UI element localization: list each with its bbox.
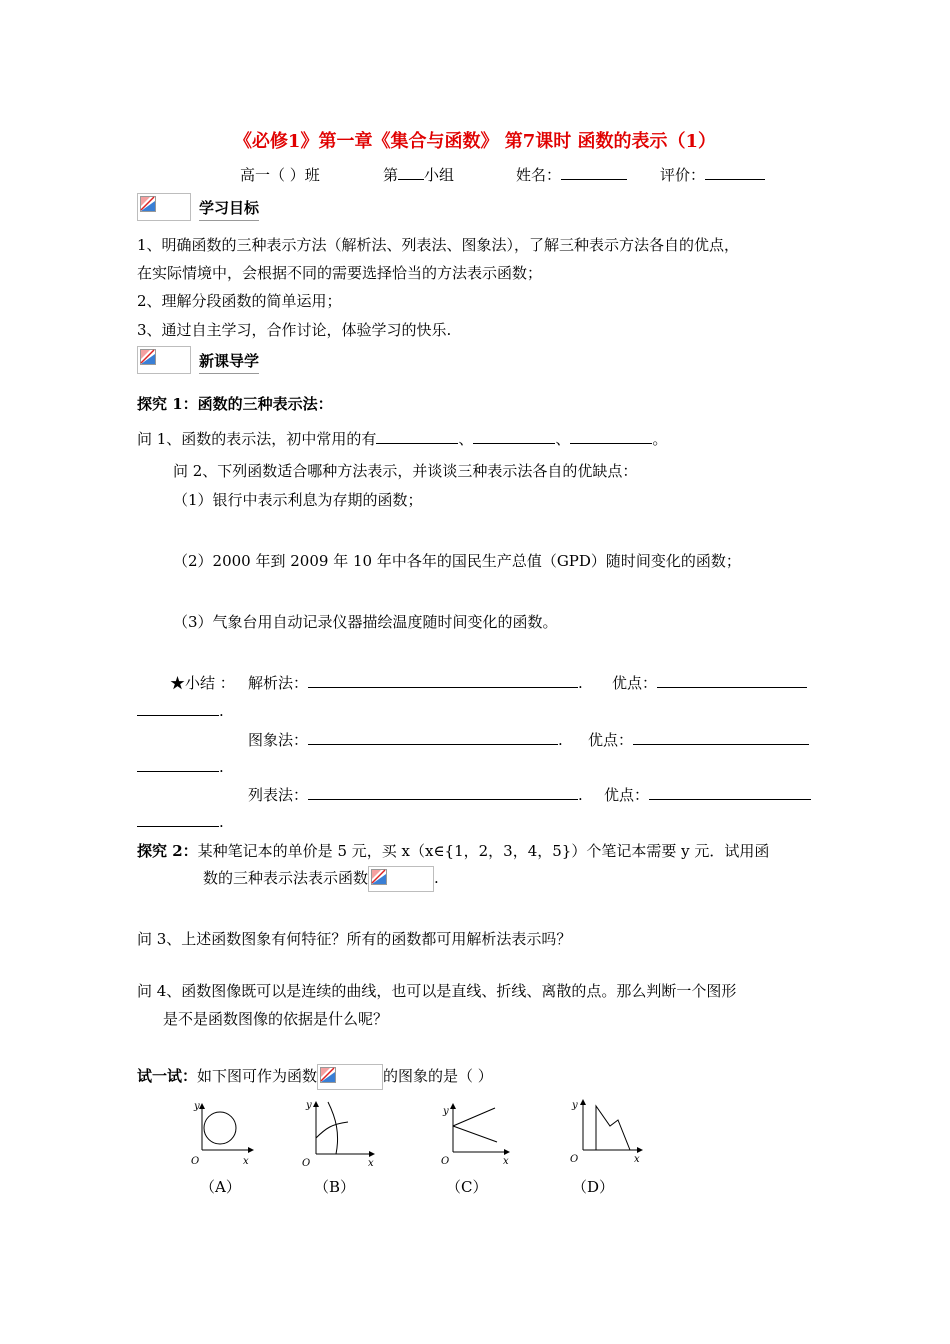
explore2-line-2: [203, 866, 439, 892]
ray-upper: [453, 1108, 495, 1126]
summary-blank[interactable]: [137, 812, 219, 827]
y-label: y: [572, 1100, 578, 1111]
x-label: x: [634, 1154, 640, 1165]
q1-text: 问 1、函数的表示法，初中常用的有: [137, 430, 377, 448]
try-line: [137, 1064, 493, 1090]
period: .: [219, 813, 224, 831]
summary-adv-table: [604, 784, 811, 805]
period: .: [219, 702, 224, 720]
try-text: 如下图可作为函数: [197, 1067, 318, 1085]
section-heading-guide: [137, 346, 259, 374]
group-suffix: 小组: [424, 166, 455, 184]
image-placeholder: [137, 346, 191, 374]
class-label: 高一（ ）班: [240, 166, 320, 184]
x-label: x: [243, 1156, 249, 1167]
rating-label-text: 评价：: [660, 166, 706, 184]
origin-label: O: [570, 1154, 579, 1165]
rating-label: [660, 164, 765, 185]
try-label: 试一试：: [137, 1067, 198, 1085]
page-title: 《必修1》第一章《集合与函数》 第7课时 函数的表示（1）: [233, 131, 717, 152]
summary-adv-analytic: [612, 672, 807, 693]
broken-image-icon: [140, 349, 156, 365]
summary-blank[interactable]: [657, 673, 807, 688]
q2-item-3: （3）气象台用自动记录仪器描绘温度随时间变化的函数。: [173, 613, 558, 631]
summary-row-graph: [248, 729, 563, 750]
summary-continuation: [137, 812, 224, 831]
explore2-text2: 数的三种表示法表示函数: [203, 869, 369, 887]
summary-label: ★小结 ：: [170, 674, 235, 692]
rating-blank[interactable]: [705, 165, 765, 180]
try-end: 的图象的是（ ）: [383, 1067, 493, 1085]
section-heading-objectives: [137, 193, 259, 221]
broken-image-icon: [320, 1067, 336, 1083]
curve-upper: [316, 1122, 348, 1138]
curve-right: [328, 1102, 338, 1154]
q1-sep: 、: [458, 430, 474, 448]
x-label: x: [368, 1158, 374, 1169]
explore2-line-1: [137, 840, 769, 861]
summary-method: 列表法：: [248, 786, 309, 804]
summary-blank[interactable]: [137, 757, 219, 772]
summary-row-analytic: [248, 672, 583, 693]
summary-blank[interactable]: [308, 673, 578, 688]
option-d-label[interactable]: （D）: [572, 1178, 615, 1196]
period: .: [558, 731, 563, 749]
period: .: [219, 758, 224, 776]
summary-blank[interactable]: [649, 785, 811, 800]
x-label: x: [503, 1156, 509, 1167]
objective-line-1: 1、明确函数的三种表示方法（解析法、列表法、图象法），了解三种表示方法各自的优点，: [137, 236, 740, 254]
q1-blank-3[interactable]: [570, 429, 652, 444]
explore2-end: .: [434, 869, 439, 887]
option-c-label[interactable]: （C）: [446, 1178, 488, 1196]
broken-image-icon: [140, 196, 156, 212]
graph-b[interactable]: [298, 1098, 378, 1170]
explore1-title: 探究 1：函数的三种表示法：: [137, 395, 333, 413]
polyline: [596, 1106, 630, 1150]
summary-adv: 优点：: [588, 731, 634, 749]
ray-lower: [453, 1126, 497, 1142]
summary-adv: 优点：: [604, 786, 650, 804]
summary-blank[interactable]: [633, 730, 809, 745]
graph-c[interactable]: [437, 1100, 513, 1170]
y-label: y: [306, 1100, 312, 1111]
origin-label: O: [302, 1158, 311, 1169]
name-label: [516, 164, 627, 185]
summary-adv-graph: [588, 729, 809, 750]
group-prefix: 第: [383, 166, 399, 184]
formula-image-placeholder: [368, 866, 434, 892]
q1-blank-2[interactable]: [473, 429, 555, 444]
explore2-text: 某种笔记本的单价是 5 元，买 x（x∈{1，2，3，4，5}）个笔记本需要 y 元．试用函: [197, 842, 770, 860]
broken-image-icon: [371, 869, 387, 885]
y-label: y: [194, 1101, 200, 1112]
explore2-label: 探究 2：: [137, 842, 198, 860]
period: .: [578, 674, 583, 692]
curve: [204, 1112, 236, 1144]
objective-line-2: 在实际情境中，会根据不同的需要选择恰当的方法表示函数；: [137, 264, 543, 282]
graph-a[interactable]: [185, 1098, 257, 1170]
question-1: [137, 428, 667, 449]
q2-item-2: （2）2000 年到 2009 年 10 年中各年的国民生产总值（GPD）随时间变化的函数；: [173, 552, 741, 570]
objective-line-3: 2、理解分段函数的简单运用；: [137, 292, 342, 310]
question-3: 问 3、上述函数图象有何特征？所有的函数都可用解析法表示吗？: [137, 930, 572, 948]
objective-line-4: 3、通过自主学习，合作讨论，体验学习的快乐.: [137, 321, 452, 339]
q1-end: 。: [652, 430, 668, 448]
period: .: [578, 786, 583, 804]
summary-row-table: [248, 784, 583, 805]
summary-method: 解析法：: [248, 674, 309, 692]
summary-blank[interactable]: [308, 785, 578, 800]
option-a-label[interactable]: （A）: [200, 1178, 241, 1196]
question-2: 问 2、下列函数适合哪种方法表示，并谈谈三种表示法各自的优缺点：: [173, 462, 638, 480]
graph-d[interactable]: [566, 1096, 646, 1168]
formula-image-placeholder: [317, 1064, 383, 1090]
group-blank[interactable]: [398, 165, 424, 180]
group-label: [383, 164, 454, 185]
image-placeholder: [137, 193, 191, 221]
summary-adv: 优点：: [612, 674, 658, 692]
name-label-text: 姓名：: [516, 166, 562, 184]
summary-continuation: [137, 701, 224, 720]
y-label: y: [443, 1106, 449, 1117]
origin-label: O: [441, 1156, 450, 1167]
q2-item-1: （1）银行中表示利息为存期的函数；: [173, 491, 423, 509]
summary-continuation: [137, 757, 224, 776]
q1-blank-1[interactable]: [376, 429, 458, 444]
q1-sep: 、: [555, 430, 571, 448]
question-4-line-1: 问 4、函数图像既可以是连续的曲线，也可以是直线、折线、离散的点。那么判断一个图形: [137, 982, 737, 1000]
section-title: 新课导学: [199, 350, 259, 374]
name-blank[interactable]: [561, 165, 627, 180]
origin-label: O: [191, 1156, 200, 1167]
question-4-line-2: 是不是函数图像的依据是什么呢？: [163, 1010, 389, 1028]
option-b-label[interactable]: （B）: [314, 1178, 356, 1196]
summary-blank[interactable]: [137, 701, 219, 716]
section-title: 学习目标: [199, 197, 259, 221]
summary-method: 图象法：: [248, 731, 309, 749]
summary-blank[interactable]: [308, 730, 558, 745]
